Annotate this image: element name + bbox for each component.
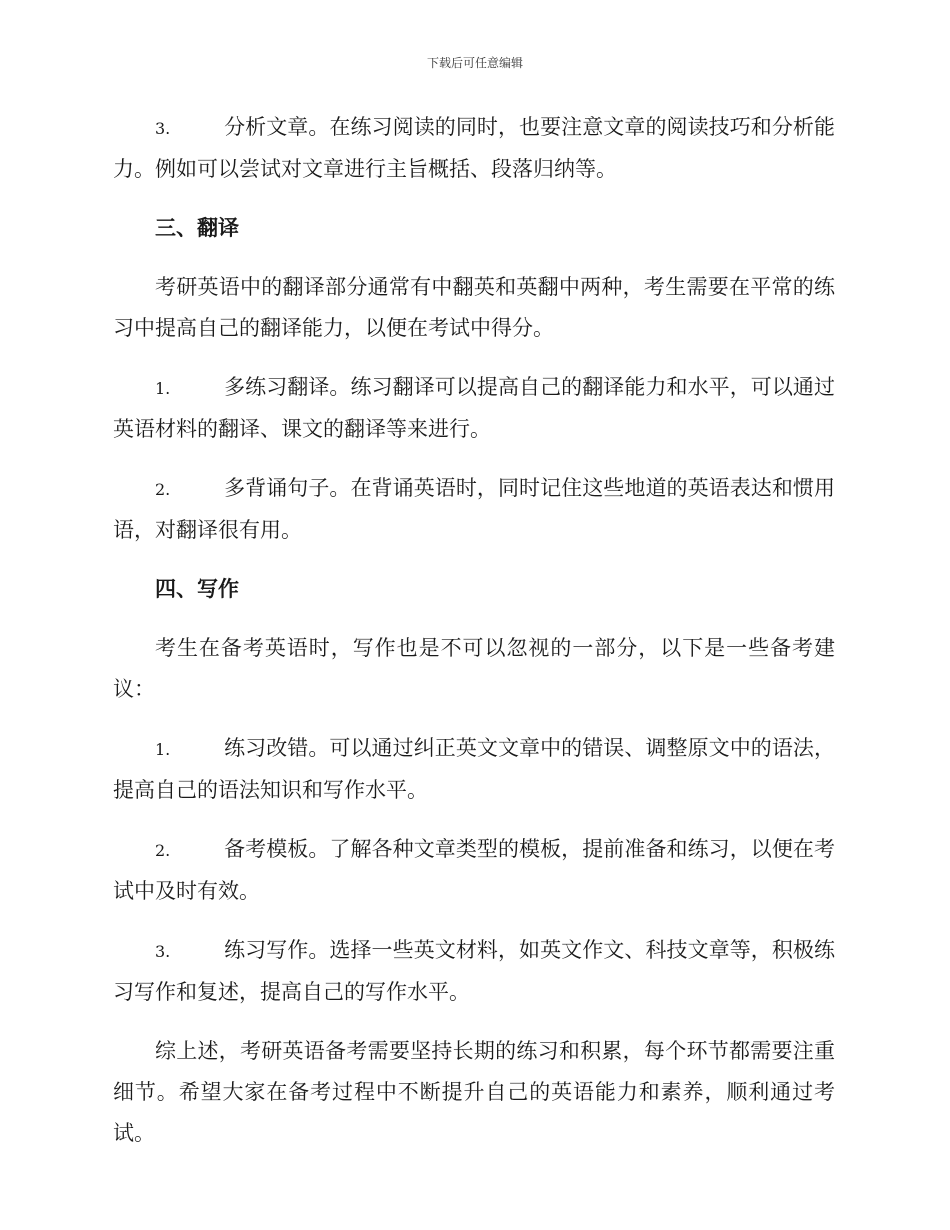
document-body — [113, 107, 835, 1172]
page-header-note: 下载后可任意编辑 — [426, 56, 523, 70]
list-number: 1. — [155, 740, 171, 759]
list-item-text: 备考模板。了解各种文章类型的模板，提前准备和练习，以便在考试中及时有效。 — [113, 837, 835, 903]
list-item-reading-3 — [113, 107, 835, 190]
list-item-writing-3 — [113, 930, 835, 1013]
list-number: 1. — [155, 379, 171, 398]
section-heading-translation: 三、翻译 — [155, 216, 239, 240]
list-number: 3. — [155, 942, 171, 961]
list-item-translation-1 — [113, 367, 835, 450]
list-item-text: 多练习翻译。练习翻译可以提高自己的翻译能力和水平，可以通过英语材料的翻译、课文的翻译等来进行。 — [113, 375, 835, 441]
list-item-text: 练习写作。选择一些英文材料，如英文作文、科技文章等，积极练习写作和复述，提高自己的写作水平。 — [113, 938, 835, 1004]
list-item-text: 多背诵句子。在背诵英语时，同时记住这些地道的英语表达和惯用语，对翻译很有用。 — [113, 476, 835, 542]
translation-intro-paragraph: 考研英语中的翻译部分通常有中翻英和英翻中两种，考生需要在平常的练习中提高自己的翻译能力，以便在考试中得分。 — [113, 275, 835, 340]
list-item-writing-2 — [113, 829, 835, 912]
list-number: 2. — [155, 480, 171, 499]
writing-intro-paragraph: 考生在备考英语时，写作也是不可以忽视的一部分，以下是一些备考建议： — [113, 636, 835, 701]
section-heading-writing: 四、写作 — [155, 577, 239, 601]
list-item-text: 分析文章。在练习阅读的同时，也要注意文章的阅读技巧和分析能力。例如可以尝试对文章进行主旨概括、段落归纳等。 — [113, 115, 835, 181]
list-number: 3. — [155, 119, 171, 138]
list-item-writing-1 — [113, 728, 835, 811]
conclusion-paragraph: 综上述，考研英语备考需要坚持长期的练习和积累，每个环节都需要注重细节。希望大家在备考过程中不断提升自己的英语能力和素养，顺利通过考试。 — [113, 1039, 835, 1145]
list-number: 2. — [155, 841, 171, 860]
list-item-translation-2 — [113, 468, 835, 551]
list-item-text: 练习改错。可以通过纠正英文文章中的错误、调整原文中的语法，提高自己的语法知识和写作水平。 — [113, 736, 835, 802]
